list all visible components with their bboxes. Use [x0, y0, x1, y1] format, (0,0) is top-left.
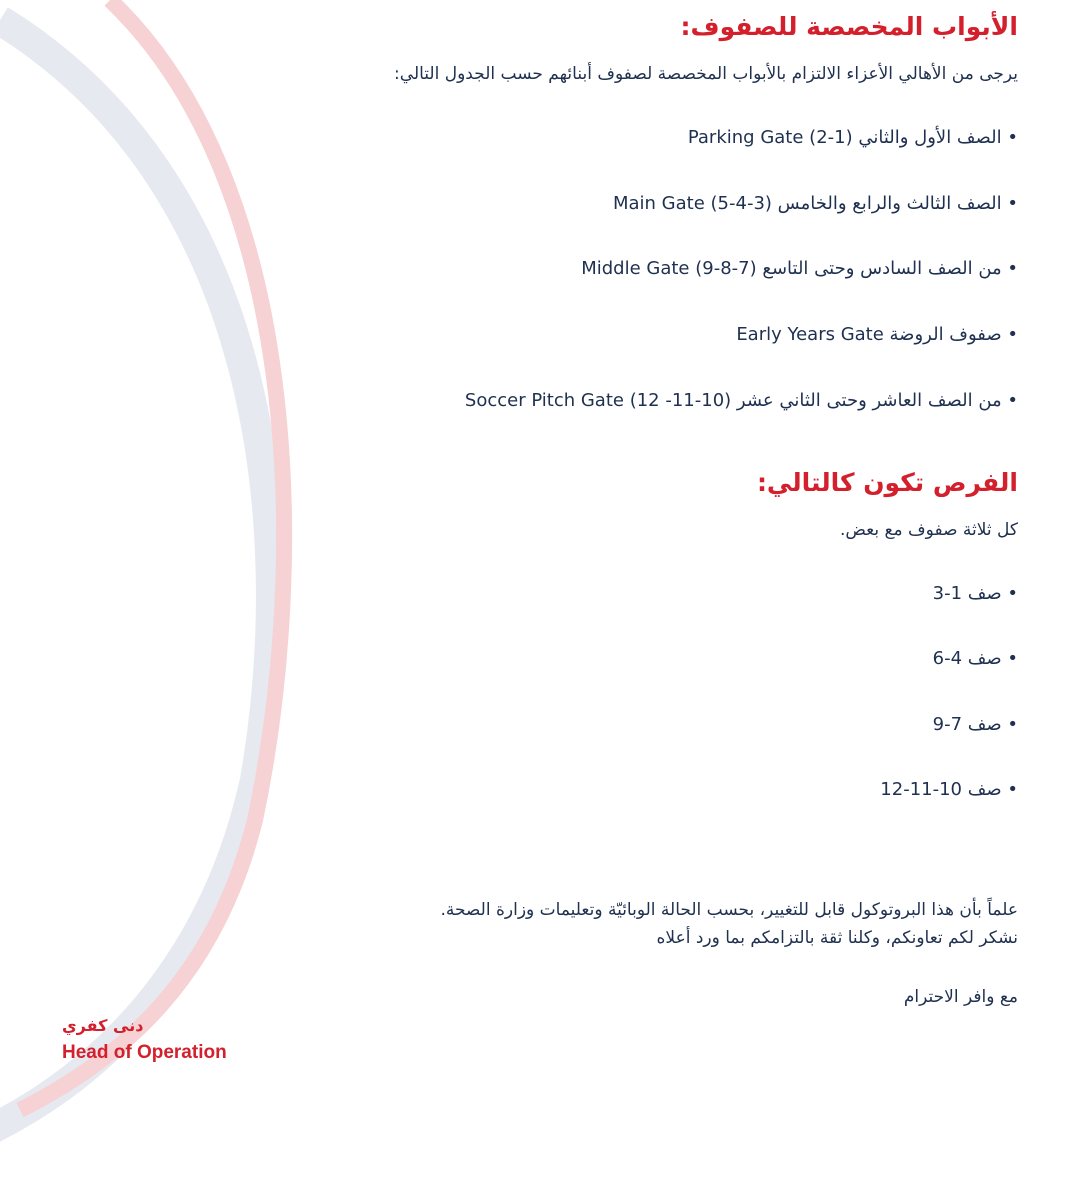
gates-heading: الأبواب المخصصة للصفوف: — [680, 12, 1018, 41]
break-item: • صف 10-11-12 — [880, 779, 1018, 800]
gate-item: • صفوف الروضة Early Years Gate — [736, 324, 1018, 345]
gate-item: • من الصف العاشر وحتى الثاني عشر (10-11- 12) Soccer Pitch Gate — [464, 390, 1018, 411]
signatory-name: دنى كفري — [62, 1016, 144, 1035]
signatory-title: Head of Operation — [62, 1042, 227, 1063]
gate-item: • الصف الثالث والرابع والخامس (3-4-5) Main Gate — [612, 193, 1018, 214]
gate-item: • من الصف السادس وحتى التاسع (7-8-9) Middle Gate — [581, 258, 1018, 279]
gates-intro: يرجى من الأهالي الأعزاء الالتزام بالأبواب المخصصة لصفوف أبنائهم حسب الجدول التالي: — [394, 64, 1018, 84]
gate-item: • الصف الأول والثاني (1-2) Parking Gate — [687, 127, 1018, 148]
closing-note: علماً بأن هذا البروتوكول قابل للتغيير، بحسب الحالة الوبائيّة وتعليمات وزارة الصحة. — [440, 900, 1018, 920]
breaks-intro: كل ثلاثة صفوف مع بعض. — [839, 520, 1018, 540]
closing-thanks: نشكر لكم تعاونكم، وكلنا ثقة بالتزامكم بما ورد أعلاه — [656, 928, 1018, 948]
breaks-heading: الفرص تكون كالتالي: — [756, 468, 1018, 497]
closing-regards: مع وافر الاحترام — [903, 987, 1018, 1007]
gray-arc — [0, 20, 271, 1130]
break-item: • صف 4-6 — [932, 648, 1018, 669]
break-item: • صف 1-3 — [932, 583, 1018, 604]
break-item: • صف 7-9 — [932, 714, 1018, 735]
pink-arc — [20, 0, 284, 1110]
